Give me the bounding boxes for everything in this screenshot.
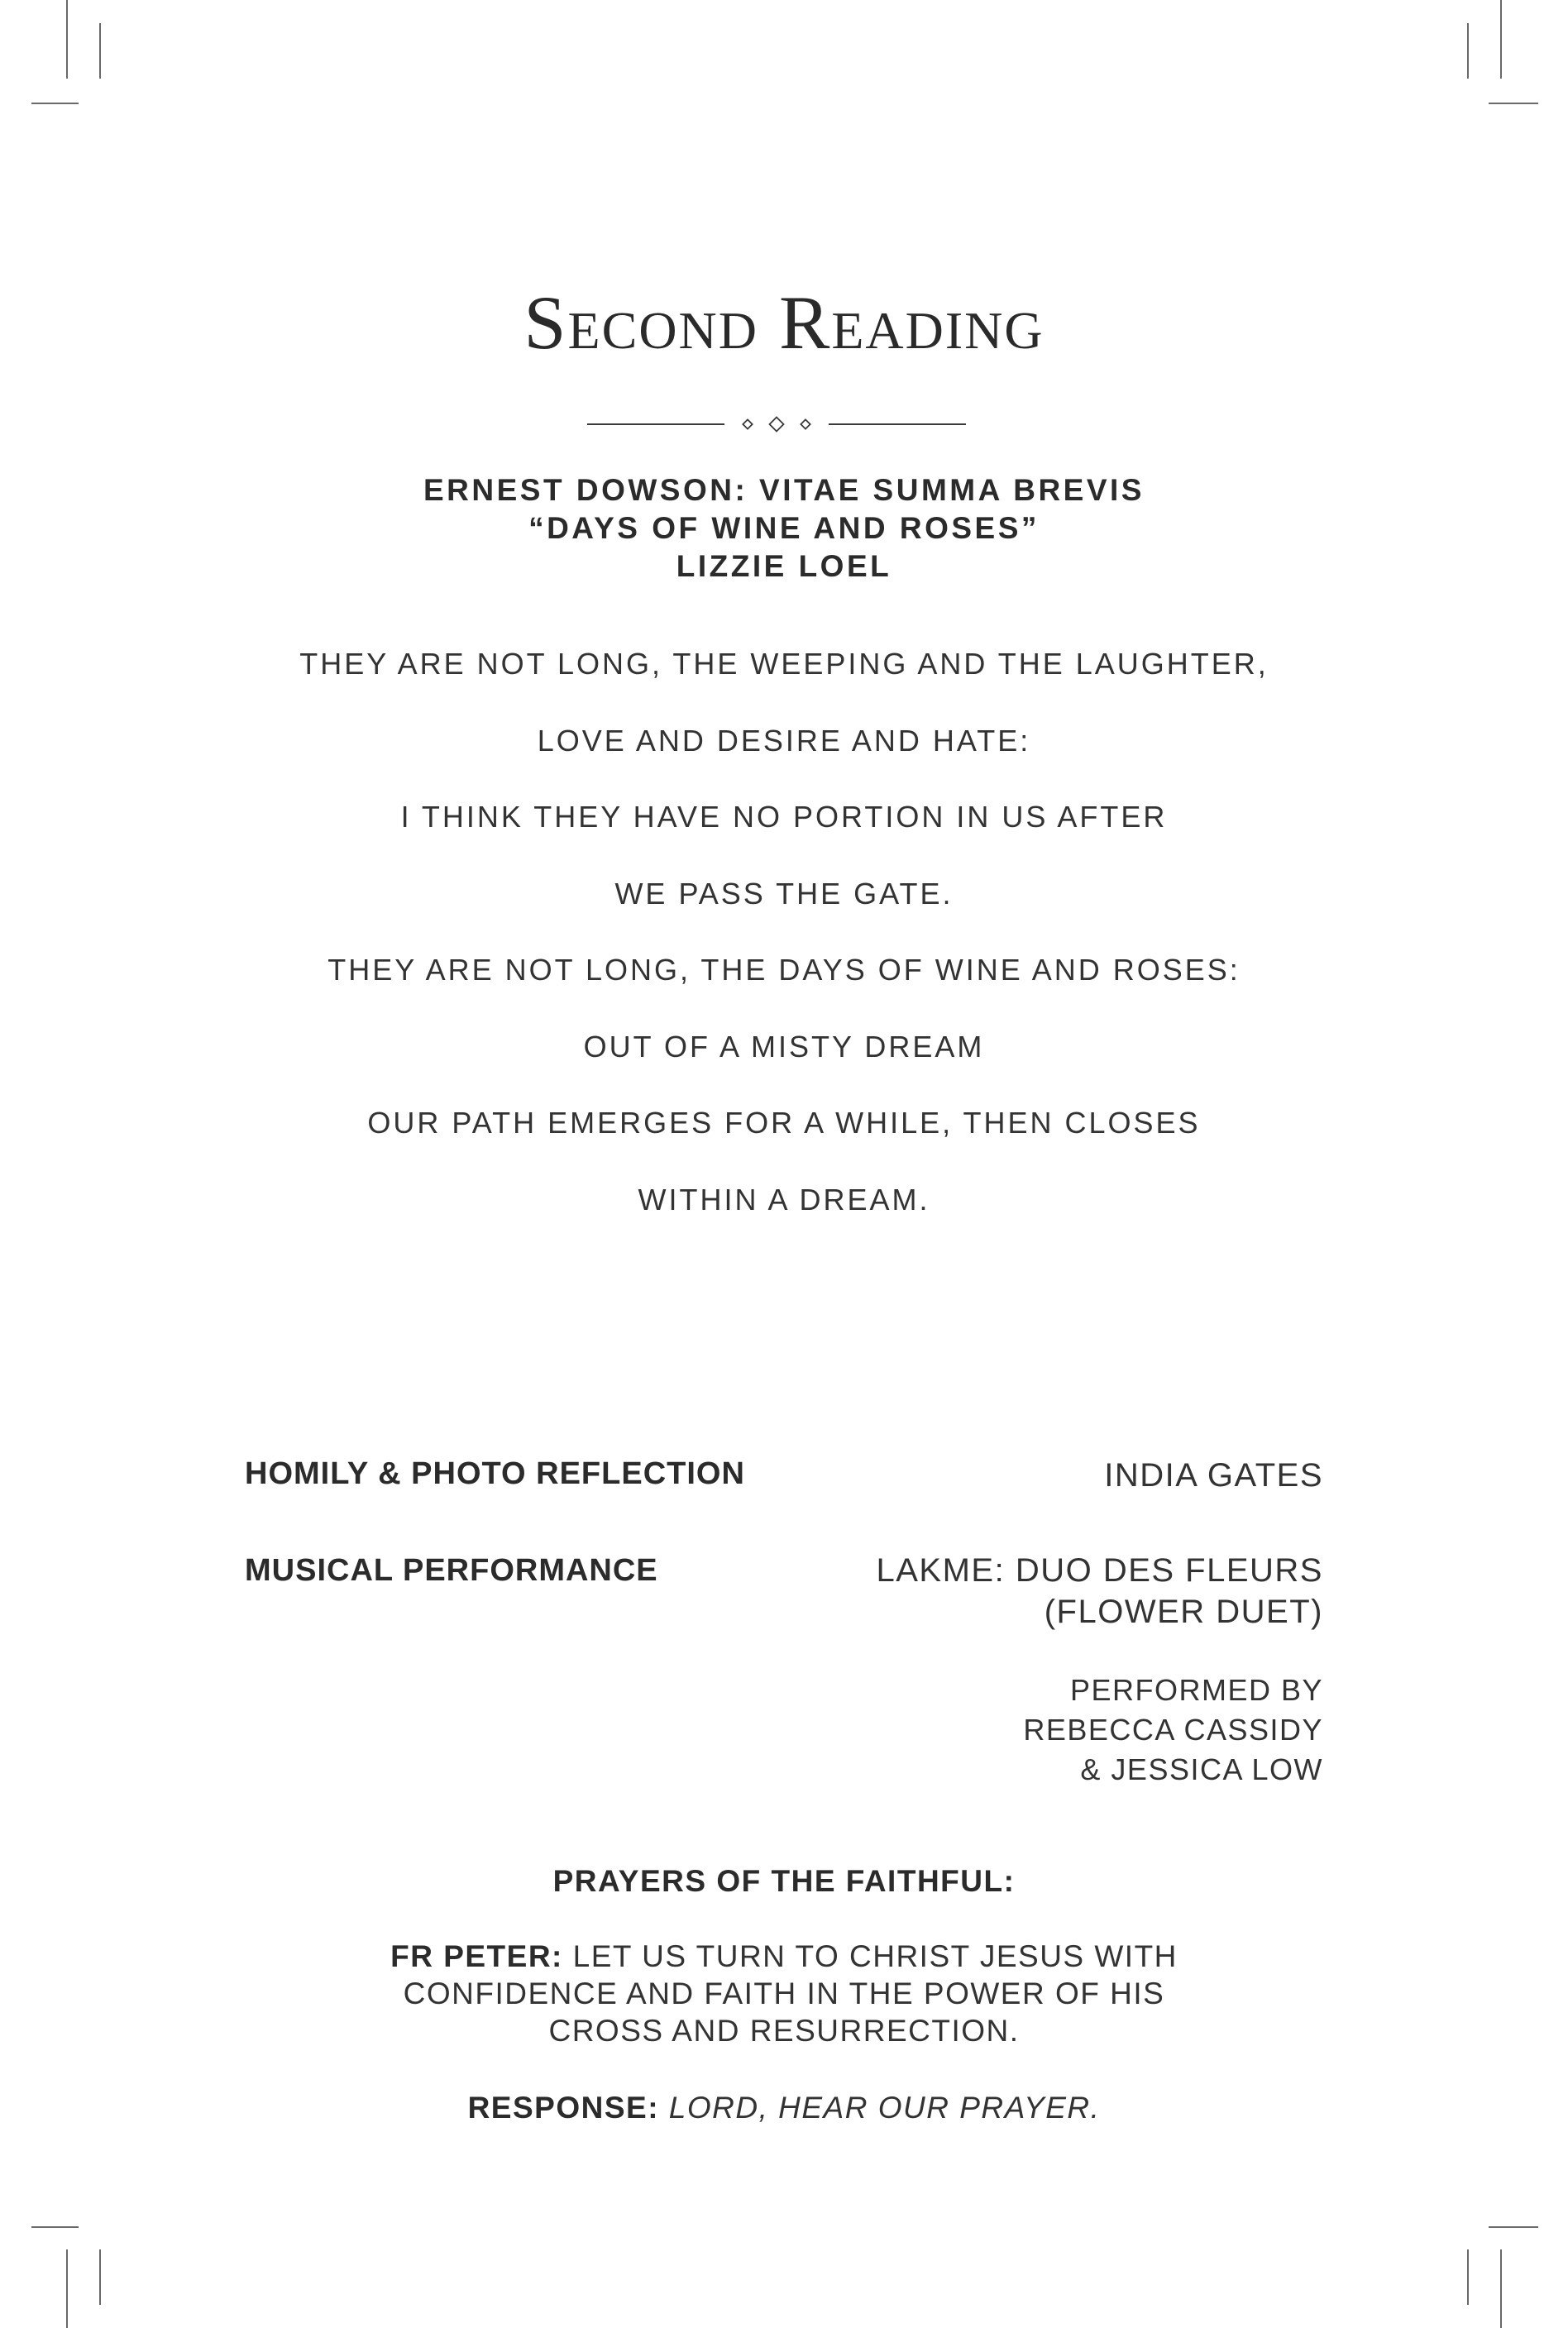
prayer-text xyxy=(0,1938,1568,2049)
reading-author-title: ERNEST DOWSON: VITAE SUMMA BREVIS xyxy=(423,473,1145,507)
credit-line: REBECCA CASSIDY xyxy=(1023,1713,1323,1747)
poem-line: WITHIN A DREAM. xyxy=(638,1182,930,1217)
crop-mark-bottom-left-v2 xyxy=(99,2249,101,2305)
prayer-line: CROSS AND RESURRECTION. xyxy=(548,2014,1020,2048)
musical-performance-value xyxy=(876,1550,1323,1632)
poem-line: THEY ARE NOT LONG, THE WEEPING AND THE LAUGHTER, xyxy=(299,647,1269,681)
response-label: RESPONSE: xyxy=(467,2091,660,2125)
crop-mark-bottom-right-h xyxy=(1489,2226,1538,2228)
crop-mark-top-right-v1 xyxy=(1467,23,1469,79)
crop-mark-top-left-v2 xyxy=(99,23,101,79)
ornamental-divider xyxy=(0,412,1568,437)
crop-mark-top-left-h xyxy=(31,103,79,104)
page-title: Second Reading xyxy=(523,280,1045,365)
musical-piece-subtitle: (FLOWER DUET) xyxy=(1044,1594,1323,1630)
musical-performance-label: MUSICAL PERFORMANCE xyxy=(245,1553,658,1588)
poem-line: I THINK THEY HAVE NO PORTION IN US AFTER xyxy=(400,800,1168,834)
crop-mark-top-right-h xyxy=(1489,103,1538,104)
poem-line: OUR PATH EMERGES FOR A WHILE, THEN CLOSES xyxy=(367,1106,1201,1140)
crop-mark-top-right-v2 xyxy=(1500,0,1502,79)
credit-line: PERFORMED BY xyxy=(1069,1673,1323,1707)
homily-value: INDIA GATES xyxy=(1104,1457,1323,1494)
homily-label: HOMILY & PHOTO REFLECTION xyxy=(245,1456,745,1491)
response-text: LORD, HEAR OUR PRAYER. xyxy=(668,2091,1101,2125)
prayer-line: LET US TURN TO CHRIST JESUS WITH xyxy=(572,1939,1178,1973)
poem-line: OUT OF A MISTY DREAM xyxy=(583,1029,985,1064)
crop-mark-bottom-left-v1 xyxy=(66,2249,68,2328)
crop-mark-top-left-v1 xyxy=(66,0,68,79)
prayer-line: CONFIDENCE AND FAITH IN THE POWER OF HIS xyxy=(403,1977,1165,2010)
poem-line: THEY ARE NOT LONG, THE DAYS OF WINE AND ROSES: xyxy=(327,953,1241,987)
reading-header xyxy=(0,471,1568,586)
prayer-speaker: FR PETER: xyxy=(390,1939,563,1973)
poem xyxy=(0,643,1568,1255)
crop-mark-bottom-right-v1 xyxy=(1467,2249,1469,2305)
musical-piece-title: LAKME: DUO DES FLEURS xyxy=(876,1552,1323,1589)
response xyxy=(0,2087,1568,2129)
credit-line: & JESSICA LOW xyxy=(1080,1752,1323,1786)
performer-credit xyxy=(1023,1671,1323,1790)
crop-mark-bottom-right-v2 xyxy=(1500,2249,1502,2328)
reading-subtitle: “DAYS OF WINE AND ROSES” xyxy=(528,511,1040,545)
crop-mark-bottom-left-h xyxy=(31,2226,79,2228)
prayers-heading: PRAYERS OF THE FAITHFUL: xyxy=(552,1864,1016,1898)
poem-line: LOVE AND DESIRE AND HATE: xyxy=(537,723,1031,758)
reader-name: LIZZIE LOEL xyxy=(676,549,892,583)
poem-line: WE PASS THE GATE. xyxy=(614,876,954,911)
